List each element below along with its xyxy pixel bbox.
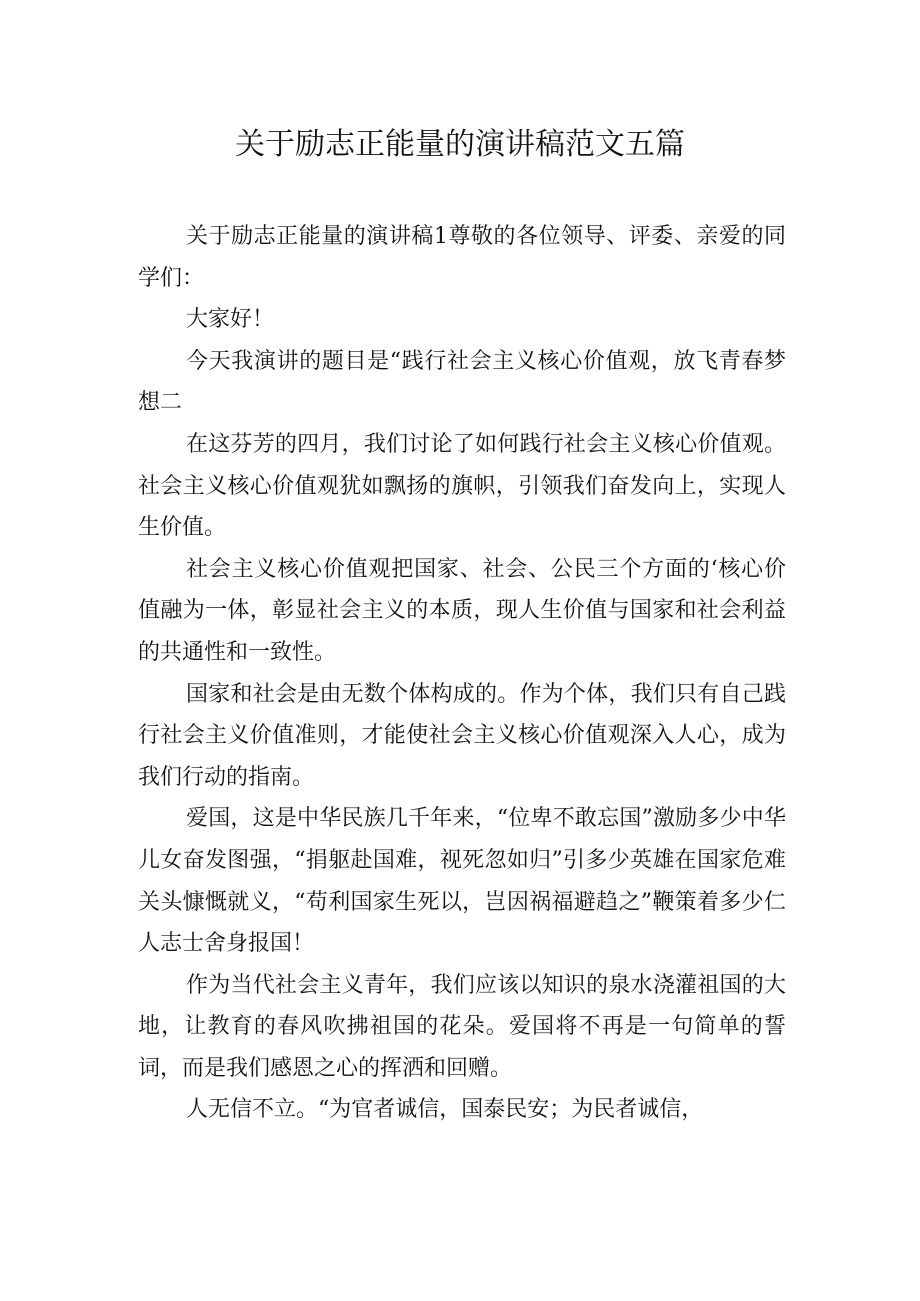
paragraph-6: 国家和社会是由无数个体构成的。作为个体，我们只有自己践行社会主义价值准则，才能使社会主义核心价值观深入人心，成为我们行动的指南。 (138, 681, 786, 790)
paragraph-9: 人无信不立。“为官者诚信，国泰民安；为民者诚信， (186, 1097, 704, 1123)
paragraph-1: 关于励志正能量的演讲稿1尊敬的各位领导、评委、亲爱的同学们： (138, 224, 786, 291)
paragraph-2: 大家好！ (186, 307, 275, 333)
paragraph-7: 爱国，这是中华民族几千年来，“位卑不敢忘国”激励多少中华儿女奋发图强，“捐躯赴国难，视死忽如归”引多少英雄在国家危难关头慷慨就义，“苟利国家生死以，岂因祸福避趋之”鞭策着多少仁人志士舍身报国！ (138, 806, 786, 957)
paragraph-3: 今天我演讲的题目是“践行社会主义核心价值观，放飞青春梦想二 (138, 348, 786, 416)
document-body (138, 216, 786, 1131)
paragraph-4: 在这芬芳的四月，我们讨论了如何践行社会主义核心价值观。社会主义核心价值观犹如飘扬的旗帜，引领我们奋发向上，实现人生价值。 (138, 431, 786, 541)
document-title: 关于励志正能量的演讲稿范文五篇 (235, 127, 685, 162)
paragraph-5: 社会主义核心价值观把国家、社会、公民三个方面的‘核心价值融为一体，彰显社会主义的本质，现人生价值与国家和社会利益的共通性和一致性。 (138, 556, 786, 665)
paragraph-8: 作为当代社会主义青年，我们应该以知识的泉水浇灌祖国的大地，让教育的春风吹拂祖国的花朵。爱国将不再是一句简单的誓词，而是我们感恩之心的挥洒和回赠。 (138, 972, 786, 1081)
